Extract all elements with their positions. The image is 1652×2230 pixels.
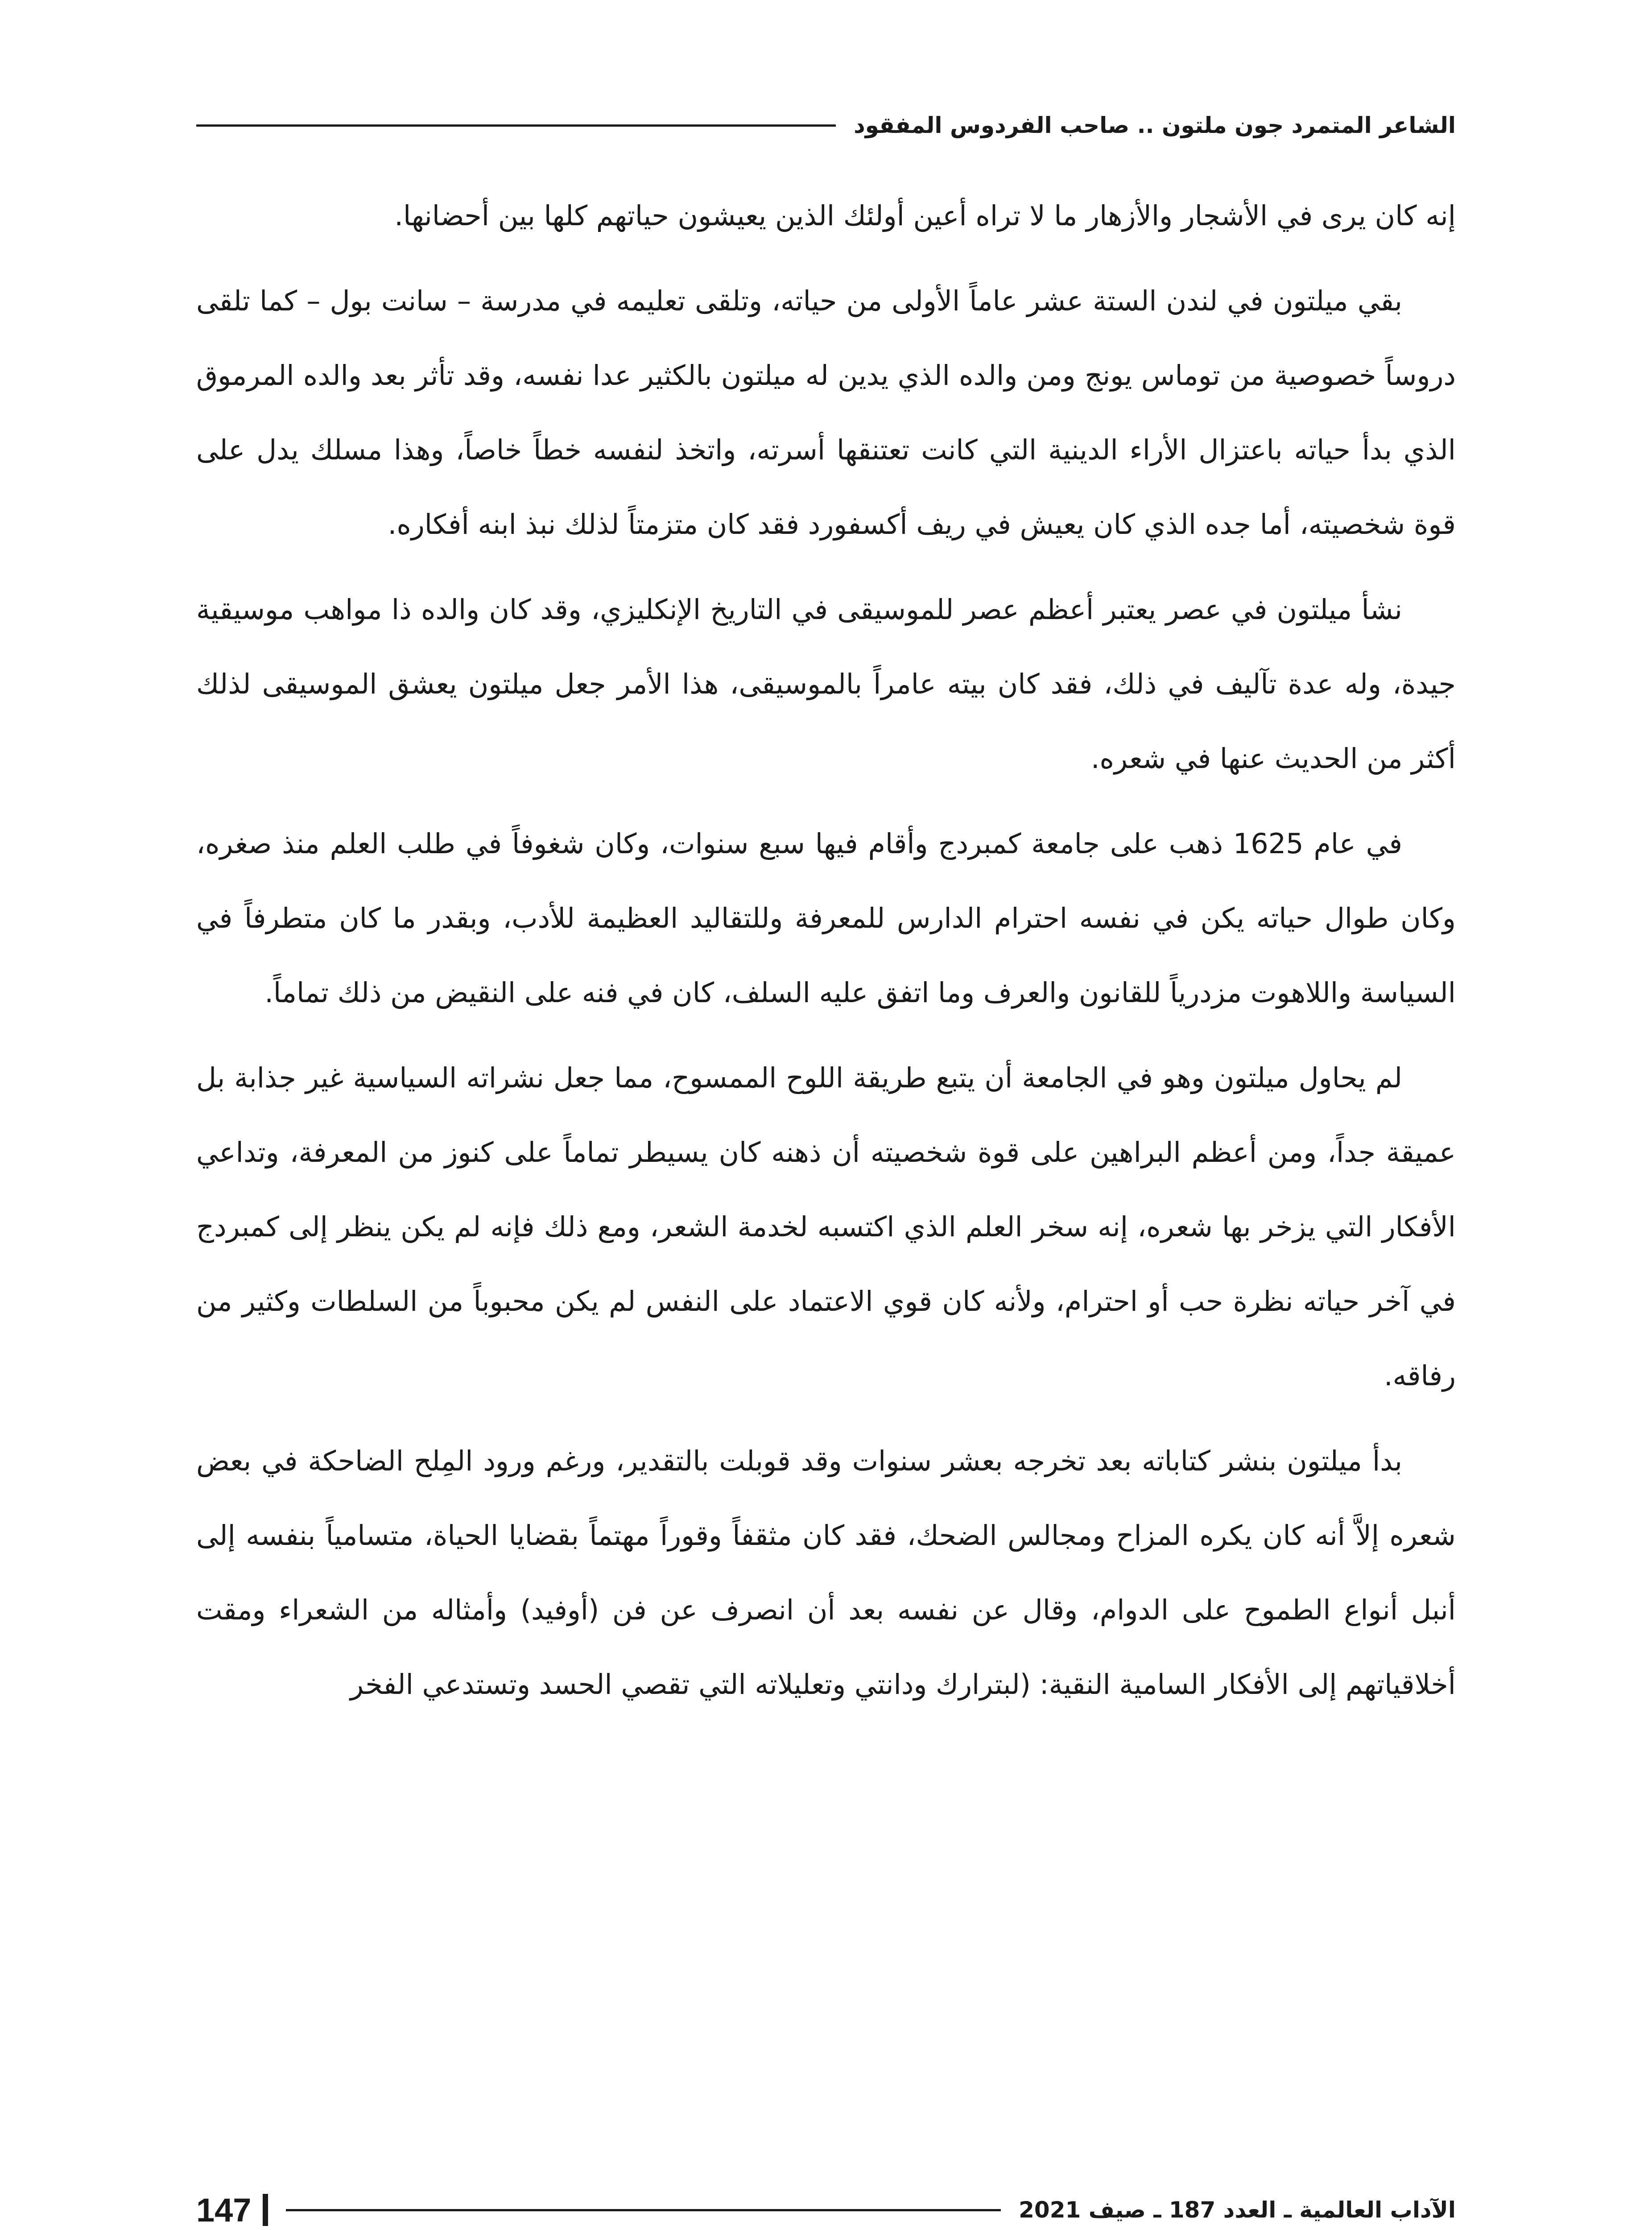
paragraph: نشأ ميلتون في عصر يعتبر أعظم عصر للموسيقى في التاريخ الإنكليزي، وقد كان والده ذا مواهب موسيقية جيدة، وله عدة تآليف في ذلك، فقد كان بيته عامراً بالموسيقى، هذا الأمر جعل ميلتون يعشق الموسيقى لذلك أكثر من الحديث عنها في شعره. xyxy=(196,593,1456,775)
page-number-group xyxy=(196,2191,268,2229)
paragraph: لم يحاول ميلتون وهو في الجامعة أن يتبع طريقة اللوح الممسوح، مما جعل نشراته السياسية غير جذابة بل عميقة جداً، ومن أعظم البراهين على قوة شخصيته أن ذهنه كان يسيطر تماماً على كنوز من المعرفة، وتداعي الأفكار التي يزخر بها شعره، إنه سخر العلم الذي اكتسبه لخدمة الشعر، ومع ذلك فإنه لم يكن ينظر إلى كمبردج في آخر حياته نظرة حب أو احترام، ولأنه كان قوي الاعتماد على النفس لم يكن محبوباً من السلطات وكثير من رفاقه. xyxy=(196,1061,1456,1392)
paragraph: في عام 1625 ذهب على جامعة كمبردج وأقام فيها سبع سنوات، وكان شغوفاً في طلب العلم منذ صغره، وكان طوال حياته يكن في نفسه احترام الدارس للمعرفة وللتقاليد العظيمة للأدب، وبقدر ما كان متطرفاً في السياسة واللاهوت مزدرياً للقانون والعرف وما اتفق عليه السلف، كان في فنه على النقيض من ذلك تماماً. xyxy=(196,827,1456,1009)
header-rule xyxy=(196,124,836,127)
paragraph: إنه كان يرى في الأشجار والأزهار ما لا تراه أعين أولئك الذين يعيشون حياتهم كلها بين أحضانها. xyxy=(394,199,1456,232)
header-title: الشاعر المتمرد جون ملتون .. صاحب الفردوس المفقود xyxy=(854,112,1456,138)
page-footer xyxy=(196,2188,1456,2230)
page-number: 147 xyxy=(196,2191,252,2229)
page-number-separator xyxy=(263,2194,268,2226)
paragraph: بدأ ميلتون بنشر كتاباته بعد تخرجه بعشر سنوات وقد قوبلت بالتقدير، ورغم ورود المِلح الضاحكة في بعض شعره إلاَّ أنه كان يكره المزاح ومجالس الضحك، فقد كان مثقفاً وقوراً مهتماً بقضايا الحياة، متسامياً بنفسه إلى أنبل أنواع الطموح على الدوام، وقال عن نفسه بعد أن انصرف عن فن (أوفيد) وأمثاله من الشعراء ومقت أخلاقياتهم إلى الأفكار السامية النقية: (لبترارك ودانتي وتعليلاته التي تقصي الحسد وتستدعي الفخر xyxy=(196,1445,1456,1701)
paragraph: بقي ميلتون في لندن الستة عشر عاماً الأولى من حياته، وتلقى تعليمه في مدرسة – سانت بول – كما تلقى دروساً خصوصية من توماس يونج ومن والده الذي يدين له ميلتون بالكثير عدا نفسه، وقد تأثر بعد والده المرموق الذي بدأ حياته باعتزال الأراء الدينية التي كانت تعتنقها أسرته، واتخذ لنفسه خطاً خاصاً، وهذا مسلك يدل على قوة شخصيته، أما جده الذي كان يعيش في ريف أكسفورد فقد كان متزمتاً لذلك نبذ ابنه أفكاره. xyxy=(196,285,1456,541)
body-text xyxy=(196,178,1456,1732)
footer-issue-info: الآداب العالمية ـ العدد 187 ـ صيف 2021 xyxy=(1019,2197,1456,2223)
running-header xyxy=(196,105,1456,145)
footer-rule xyxy=(286,2209,1001,2211)
